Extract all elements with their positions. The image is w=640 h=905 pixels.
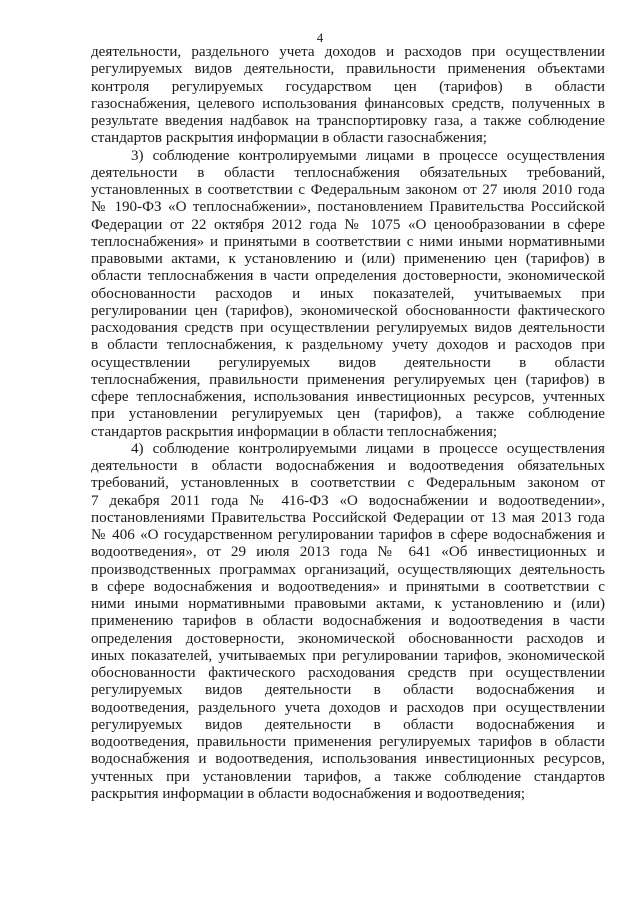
text-line: результате введения надбавок на транспортировку газа, а также соблюдение (91, 113, 605, 129)
text-line: водоотведения, правильности применения регулируемых тарифов в области (91, 734, 605, 750)
text-line: определения достоверности, экономической обоснованности расходов и (91, 630, 605, 647)
text-line: установленных в соответствии с Федеральным законом от 27 июля 2010 года (91, 182, 605, 198)
text-line: водоотведения», от 29 июля 2013 года № 641 «Об инвестиционных и (91, 544, 605, 561)
text-line: постановлениями Правительства Российской Федерации от 13 мая 2013 года (91, 509, 605, 526)
text-line: газоснабжения, целевого использования финансовых средств, полученных в (91, 95, 605, 112)
text-line: сфере теплоснабжения, использования инвестиционных ресурсов, учтенных (91, 389, 605, 405)
text-line: стандартов раскрытия информации в области газоснабжения; (91, 130, 487, 147)
text-line: области теплоснабжения в части определения достоверности, экономической (91, 268, 605, 285)
text-line: 7 декабря 2011 года № 416-ФЗ «О водоснабжении и водоотведении», (91, 492, 605, 509)
document-body (91, 44, 605, 803)
text-line: деятельности в области водоснабжения и водоотведения обязательных (91, 458, 605, 474)
text-line: № 406 «О государственном регулировании тарифов в сфере водоснабжения и (91, 527, 605, 543)
text-line: регулируемых видов деятельности в области водоснабжения и (91, 716, 605, 733)
text-line: расходования средств при осуществлении регулируемых видов деятельности (91, 320, 605, 336)
text-line: раскрытия информации в области водоснабжения и водоотведения; (91, 785, 526, 802)
text-line: иных показателей, учитываемых при регулировании тарифов, экономической (91, 647, 605, 664)
text-line: № 190-ФЗ «О теплоснабжении», постановлением Правительства Российской (91, 199, 605, 216)
text-line: в области теплоснабжения, к раздельному учету доходов и расходов при (91, 337, 605, 354)
text-line: водоснабжения и водоотведения, использования инвестиционных ресурсов, (91, 751, 605, 768)
text-line: регулируемых видов деятельности, правильности применения объектами (91, 61, 605, 78)
text-line: стандартов раскрытия информации в области теплоснабжения; (91, 423, 498, 440)
text-line: требований, установленных в соответствии с Федеральным законом от (91, 475, 605, 492)
text-line: водоотведения, раздельного учета доходов и расходов при осуществлении (91, 699, 605, 716)
text-line: ними иными нормативными правовыми актами, к установлению и (или) (91, 596, 605, 612)
text-line: в сфере водоснабжения и водоотведения» и принятыми в соответствии с (91, 578, 605, 595)
text-line: применению тарифов в области водоснабжения и водоотведения в части (91, 613, 605, 630)
text-line: теплоснабжения, правильности применения регулируемых цен (тарифов) в (91, 371, 605, 388)
text-line: Федерации от 22 октября 2012 года № 1075 «О ценообразовании в сфере (91, 216, 605, 233)
text-line: 4) соблюдение контролируемыми лицами в процессе осуществления (131, 440, 605, 457)
text-line: обоснованности фактического расходования средств при осуществлении (91, 665, 605, 681)
text-line: при установлении регулируемых цен (тарифов), а также соблюдение (91, 406, 605, 423)
text-line: деятельности в области теплоснабжения обязательных требований, (91, 164, 605, 181)
text-line: производственных программах организаций, осуществляющих деятельность (91, 561, 605, 578)
text-line: осуществлении регулируемых видов деятельности в области (91, 354, 605, 371)
text-line: деятельности, раздельного учета доходов и расходов при осуществлении (91, 44, 605, 60)
text-line: 3) соблюдение контролируемыми лицами в процессе осуществления (131, 147, 605, 164)
text-line: контроля регулируемых государством цен (тарифов) в области (91, 78, 605, 95)
page-number: 4 (316, 30, 324, 45)
text-line: регулировании цен (тарифов), экономической обоснованности фактического (91, 302, 605, 319)
text-line: регулируемых видов деятельности в области водоснабжения и (91, 682, 605, 699)
text-line: обоснованности расходов и иных показателей, учитываемых при (91, 285, 605, 302)
text-line: теплоснабжения» и принятыми в соответствии с ними иными нормативными (91, 233, 605, 250)
text-line: правовыми актами, к установлению и (или) применению цен (тарифов) в (91, 251, 605, 267)
text-line: учтенных при установлении тарифов, а также соблюдение стандартов (91, 768, 605, 785)
